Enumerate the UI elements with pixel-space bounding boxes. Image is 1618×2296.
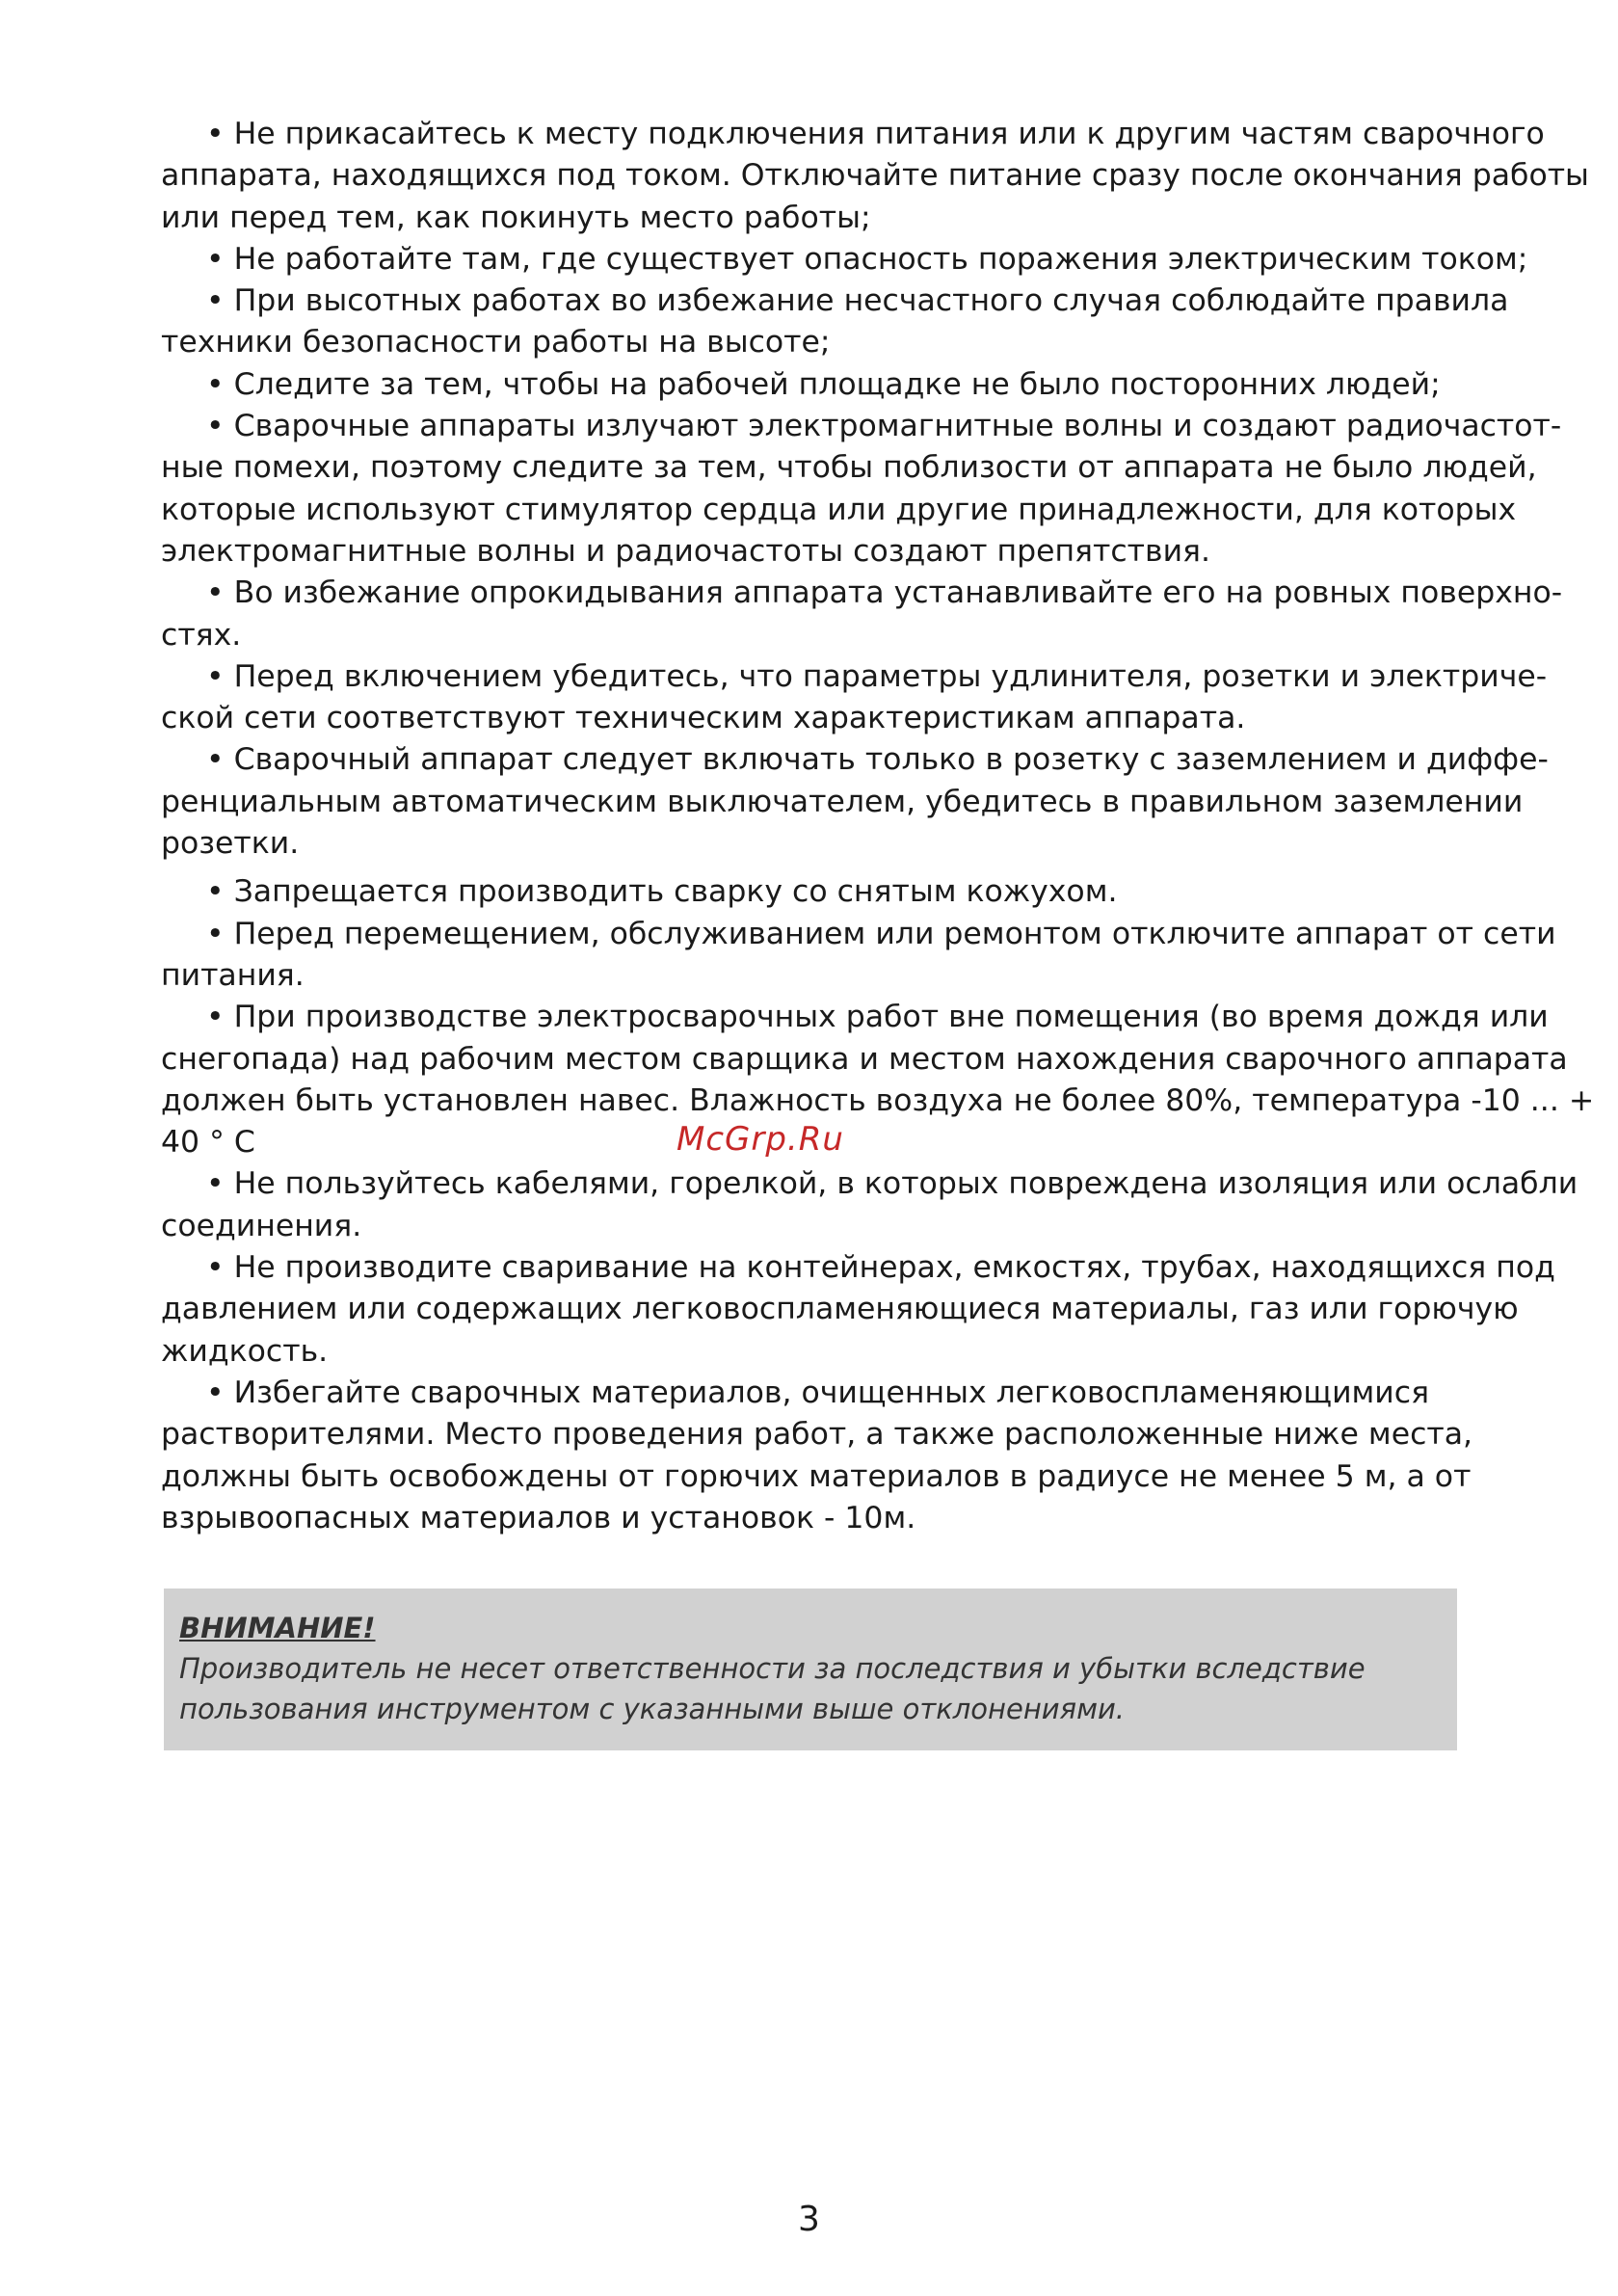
text-line: • Перед перемещением, обслуживанием или ремонтом отключите аппарат от сети — [206, 916, 1556, 951]
text-line: стях. — [161, 617, 242, 653]
warning-title: ВНИМАНИЕ! — [179, 1612, 376, 1644]
bullet-item — [161, 114, 1589, 239]
text-line: • При производстве электросварочных работ вне помещения (во время дождя или — [206, 1000, 1549, 1035]
text-line: жидкость. — [161, 1333, 329, 1369]
bullet-item — [161, 280, 1509, 364]
bullet-item — [161, 239, 1528, 280]
safety-instructions — [161, 114, 1595, 1539]
text-line: или перед тем, как покинуть место работы; — [161, 200, 871, 235]
text-line: • Избегайте сварочных материалов, очищенных легковоспламеняющимися — [206, 1375, 1430, 1410]
text-line: • Не пользуйтесь кабелями, горелкой, в которых повреждена изоляция или ослабли — [206, 1166, 1578, 1202]
text-line: • Не работайте там, где существует опасность поражения электрическим током; — [206, 241, 1528, 277]
bullet-item — [161, 656, 1548, 740]
text-line: ской сети соответствуют техническим характеристикам аппарата. — [161, 701, 1246, 736]
text-line: техники безопасности работы на высоте; — [161, 325, 831, 360]
text-line: растворителями. Место проведения работ, а также расположенные ниже места, — [161, 1417, 1473, 1453]
text-line: снегопада) над рабочим местом сварщика и местом нахождения сварочного аппарата — [161, 1041, 1568, 1077]
text-line: • Сварочный аппарат следует включать только в розетку с заземлением и диффе- — [206, 742, 1549, 778]
text-line: питания. — [161, 957, 305, 993]
bullet-item — [161, 739, 1549, 865]
bullet-item — [161, 1247, 1555, 1373]
text-line: взрывоопасных материалов и установок - 10м. — [161, 1500, 916, 1535]
bullet-item — [161, 406, 1562, 573]
bullet-item — [161, 1163, 1578, 1247]
text-line: • Во избежание опрокидывания аппарата устанавливайте его на ровных поверхно- — [206, 575, 1563, 611]
warning-text-line: Производитель не несет ответственности за последствия и убытки вследствие — [179, 1652, 1366, 1685]
warning-text-line: пользования инструментом с указанными выше отклонениями. — [179, 1693, 1126, 1725]
text-line: которые используют стимулятор сердца или другие принадлежности, для которых — [161, 492, 1517, 527]
watermark-link[interactable]: McGrp.Ru — [676, 1120, 844, 1159]
text-line: электромагнитные волны и радиочастоты создают препятствия. — [161, 533, 1211, 569]
text-line: • Не производите сваривание на контейнерах, емкостях, трубах, находящихся под — [206, 1250, 1555, 1286]
bullet-item — [161, 871, 1457, 913]
text-line: ренциальным автоматическим выключателем, убедитесь в правильном заземлении — [161, 784, 1524, 819]
text-line: • При высотных работах во избежание несчастного случая соблюдайте правила — [206, 283, 1509, 319]
text-line: соединения. — [161, 1208, 362, 1243]
bullet-item — [161, 364, 1457, 406]
text-line: • Перед включением убедитесь, что параметры удлинителя, розетки и электриче- — [206, 658, 1548, 694]
text-line: аппарата, находящихся под током. Отключайте питание сразу после окончания работы — [161, 158, 1589, 194]
text-line: ные помехи, поэтому следите за тем, чтобы поблизости от аппарата не было людей, — [161, 450, 1537, 486]
bullet-item — [161, 1373, 1473, 1539]
text-line: • Сварочные аппараты излучают электромагнитные волны и создают радиочастот- — [206, 409, 1562, 444]
text-line: давлением или содержащих легковоспламеняющиеся материалы, газ или горючую — [161, 1292, 1519, 1327]
text-line: • Не прикасайтесь к месту подключения питания или к другим частям сварочного — [206, 117, 1545, 151]
bullet-item — [161, 573, 1563, 656]
text-line: должен быть установлен навес. Влажность воздуха не более 80%, температура -10 ... + — [161, 1082, 1595, 1118]
text-line: • Следите за тем, чтобы на рабочей площадке не было посторонних людей; — [206, 366, 1441, 402]
text-line: 40 ° С — [161, 1125, 255, 1161]
text-line: • Запрещается производить сварку со снятым кожухом. — [206, 874, 1118, 910]
warning-box — [164, 1589, 1457, 1750]
bullet-item — [161, 914, 1556, 998]
page-number: 3 — [798, 2200, 820, 2239]
text-line: должны быть освобождены от горючих материалов в радиусе не менее 5 м, а от — [161, 1458, 1472, 1494]
text-line: розетки. — [161, 826, 300, 862]
